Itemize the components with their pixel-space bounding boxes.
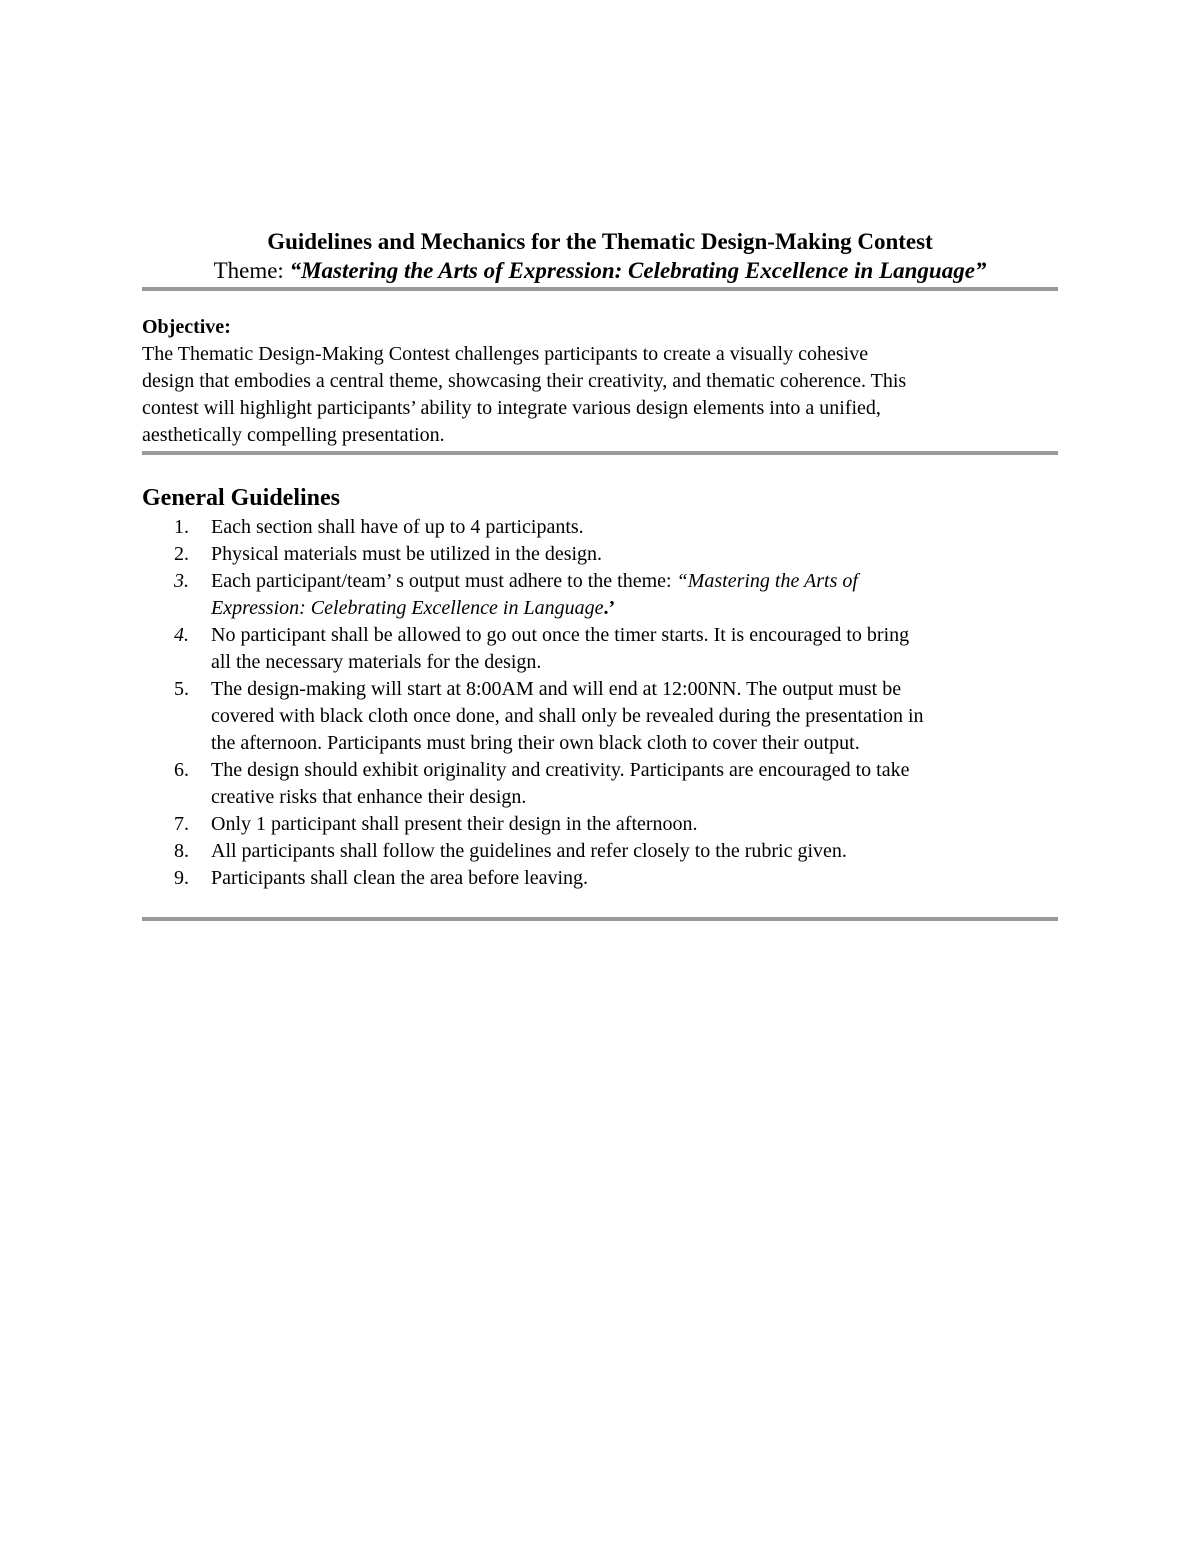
objective-line: aesthetically compelling presentation. (142, 424, 445, 446)
list-item-text: No participant shall be allowed to go out once the timer starts. It is encouraged to bring (211, 624, 910, 646)
divider-rule (142, 451, 1058, 455)
list-item-text: Each participant/team’ s output must adhere to the theme: (211, 570, 677, 592)
list-item-text: The design-making will start at 8:00AM and will end at 12:00NN. The output must be (211, 678, 902, 700)
list-number: 7. (174, 813, 189, 835)
list-item (142, 541, 1058, 568)
list-item (142, 676, 1058, 757)
list-item (142, 622, 1058, 676)
list-item-text: Physical materials must be utilized in the design. (211, 543, 603, 565)
list-item (142, 838, 1058, 865)
list-number: 8. (174, 840, 189, 862)
theme-quote: “Mastering the Arts of (676, 570, 858, 592)
list-item-text: The design should exhibit originality and creativity. Participants are encouraged to take (211, 759, 910, 781)
list-item-text: Each section shall have of up to 4 participants. (211, 516, 584, 538)
list-number: 5. (174, 678, 189, 700)
list-item (142, 514, 1058, 541)
document-title: Guidelines and Mechanics for the Thematic Design-Making Contest (267, 229, 933, 254)
list-number: 9. (174, 867, 189, 889)
list-item-text: All participants shall follow the guidelines and refer closely to the rubric given. (211, 840, 847, 862)
list-number: 6. (174, 759, 189, 781)
list-item-text: covered with black cloth once done, and shall only be revealed during the presentation in (211, 705, 924, 727)
list-number: 4. (174, 624, 189, 646)
list-item-text: creative risks that enhance their design. (211, 786, 527, 808)
list-item-text: the afternoon. Participants must bring their own black cloth to cover their output. (211, 732, 860, 754)
divider-rule (142, 917, 1058, 921)
list-number: 1. (174, 516, 189, 538)
theme-prefix: Theme: (213, 258, 290, 283)
list-number: 3. (174, 570, 189, 592)
list-item-text: Participants shall clean the area before leaving. (211, 867, 589, 889)
list-item (142, 865, 1058, 892)
closing-mark: .’ (603, 597, 616, 619)
objective-line: contest will highlight participants’ ability to integrate various design elements into a unified, (142, 397, 881, 419)
general-guidelines-heading: General Guidelines (142, 485, 340, 511)
objective-section (142, 314, 1058, 449)
list-item (142, 757, 1058, 811)
theme-line (142, 256, 1058, 285)
list-item (142, 811, 1058, 838)
guidelines-list (142, 514, 1058, 892)
list-item-text: all the necessary materials for the design. (211, 651, 542, 673)
objective-heading: Objective: (142, 316, 231, 338)
objective-line: design that embodies a central theme, showcasing their creativity, and thematic coherence. This (142, 370, 907, 392)
divider-rule (142, 287, 1058, 291)
list-number: 2. (174, 543, 189, 565)
list-item (142, 568, 1058, 622)
theme-quote: Expression: Celebrating Excellence in Language (211, 597, 604, 619)
objective-line: The Thematic Design-Making Contest challenges participants to create a visually cohesive (142, 343, 869, 365)
theme-text: “Mastering the Arts of Expression: Celebrating Excellence in Language” (289, 258, 987, 283)
list-item-text: Only 1 participant shall present their design in the afternoon. (211, 813, 698, 835)
document-content (142, 227, 1058, 921)
